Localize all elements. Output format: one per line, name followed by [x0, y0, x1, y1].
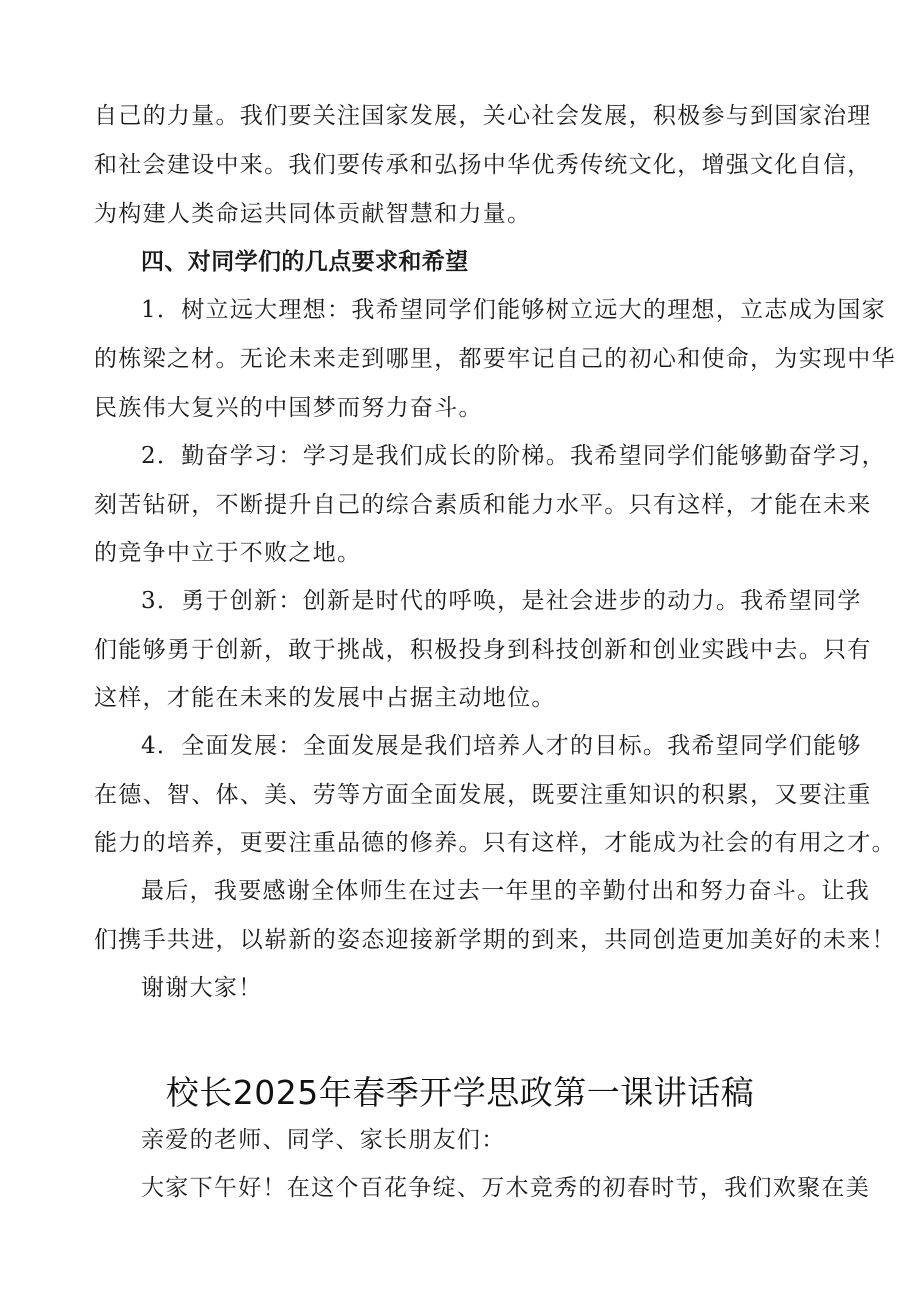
- paragraph-line: 最后，我要感谢全体师生在过去一年里的辛勤付出和努力奋斗。让我: [141, 878, 870, 904]
- list-item-line: 在德、智、体、美、劳等方面全面发展，既要注重知识的积累，又要注重: [94, 782, 872, 808]
- page-title: 校长2025年春季开学思政第一课讲话稿: [165, 1073, 755, 1112]
- list-item-line: 刻苦钻研，不断提升自己的综合素质和能力水平。只有这样，才能在未来: [94, 492, 872, 518]
- list-item-line: 2．勤奋学习：学习是我们成长的阶梯。我希望同学们能够勤奋学习，: [141, 443, 886, 469]
- list-item-line: 能力的培养，更要注重品德的修养。只有这样，才能成为社会的有用之才。: [94, 830, 896, 856]
- section-heading: 四、对同学们的几点要求和希望: [141, 249, 469, 275]
- list-item-line: 1．树立远大理想：我希望同学们能够树立远大的理想，立志成为国家: [141, 297, 886, 323]
- paragraph-line: 为构建人类命运共同体贡献智慧和力量。: [94, 201, 532, 227]
- thanks-line: 谢谢大家！: [141, 975, 263, 1001]
- list-item-line: 民族伟大复兴的中国梦而努力奋斗。: [94, 395, 483, 421]
- paragraph-line: 们携手共进，以崭新的姿态迎接新学期的到来，共同创造更加美好的未来！: [94, 927, 896, 953]
- paragraph-line: 大家下午好！在这个百花争绽、万木竞秀的初春时节，我们欢聚在美: [141, 1175, 870, 1201]
- paragraph-line: 自己的力量。我们要关注国家发展，关心社会发展，积极参与到国家治理: [94, 103, 872, 129]
- list-item-line: 这样，才能在未来的发展中占据主动地位。: [94, 685, 556, 711]
- salutation-line: 亲爱的老师、同学、家长朋友们：: [141, 1127, 506, 1153]
- list-item-line: 的竞争中立于不败之地。: [94, 540, 362, 566]
- list-item-line: 们能够勇于创新，敢于挑战，积极投身到科技创新和创业实践中去。只有: [94, 637, 872, 663]
- paragraph-line: 和社会建设中来。我们要传承和弘扬中华优秀传统文化，增强文化自信，: [94, 152, 872, 178]
- list-item-line: 3．勇于创新：创新是时代的呼唤，是社会进步的动力。我希望同学: [141, 588, 862, 614]
- list-item-line: 的栋梁之材。无论未来走到哪里，都要牢记自己的初心和使命，为实现中华: [94, 346, 896, 372]
- list-item-line: 4．全面发展：全面发展是我们培养人才的目标。我希望同学们能够: [141, 733, 862, 759]
